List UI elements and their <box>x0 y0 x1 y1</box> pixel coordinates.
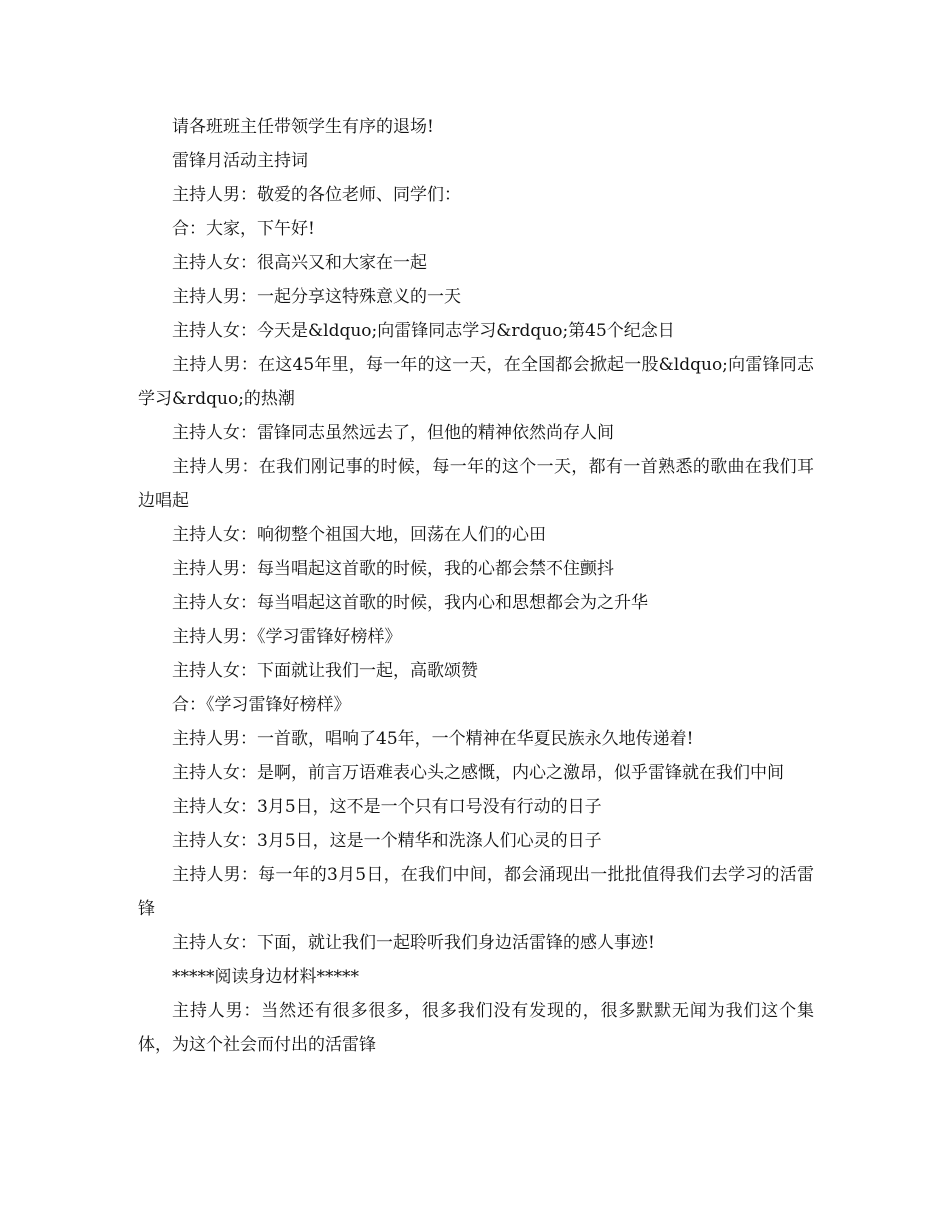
paragraph-21: 主持人男：每一年的3月5日，在我们中间，都会涌现出一批批值得我们去学习的活雷锋 <box>138 865 814 919</box>
paragraph-20: 主持人女：3月5日，这是一个精华和洗涤人们心灵的日子 <box>172 831 602 851</box>
paragraph-10: 主持人男：在我们刚记事的时候，每一年的这个一天，都有一首熟悉的歌曲在我们耳边唱起 <box>138 457 814 511</box>
paragraph-9: 主持人女：雷锋同志虽然远去了，但他的精神依然尚存人间 <box>172 423 614 443</box>
paragraph-1: 请各班班主任带领学生有序的退场! <box>172 117 434 137</box>
paragraph-17: 主持人男：一首歌，唱响了45年，一个精神在华夏民族永久地传递着! <box>172 729 694 749</box>
paragraph-7: 主持人女：今天是&ldquo;向雷锋同志学习&rdquo;第45个纪念日 <box>172 321 675 341</box>
paragraph-4: 合：大家，下午好! <box>172 219 315 239</box>
paragraph-23: *****阅读身边材料***** <box>172 967 359 987</box>
paragraph-15: 主持人女：下面就让我们一起，高歌颂赞 <box>172 661 478 681</box>
paragraph-2: 雷锋月活动主持词 <box>172 151 308 171</box>
paragraph-13: 主持人女：每当唱起这首歌的时候，我内心和思想都会为之升华 <box>172 593 648 613</box>
paragraph-24: 主持人男：当然还有很多很多，很多我们没有发现的，很多默默无闻为我们这个集体，为这个社会而付出的活雷锋 <box>138 1001 814 1055</box>
document-body <box>138 110 814 1062</box>
paragraph-5: 主持人女：很高兴又和大家在一起 <box>172 253 427 273</box>
paragraph-8: 主持人男：在这45年里，每一年的这一天，在全国都会掀起一股&ldquo;向雷锋同志学习&rdquo;的热潮 <box>138 355 814 409</box>
paragraph-3: 主持人男：敬爱的各位老师、同学们： <box>172 185 461 205</box>
paragraph-16: 合：《学习雷锋好榜样》 <box>172 695 351 715</box>
paragraph-19: 主持人女：3月5日，这不是一个只有口号没有行动的日子 <box>172 797 602 817</box>
paragraph-12: 主持人男：每当唱起这首歌的时候，我的心都会禁不住颤抖 <box>172 559 614 579</box>
paragraph-6: 主持人男：一起分享这特殊意义的一天 <box>172 287 461 307</box>
paragraph-14: 主持人男：《学习雷锋好榜样》 <box>172 627 402 647</box>
paragraph-22: 主持人女：下面，就让我们一起聆听我们身边活雷锋的感人事迹! <box>172 933 655 953</box>
paragraph-18: 主持人女：是啊，前言万语难表心头之感慨，内心之激昂，似乎雷锋就在我们中间 <box>172 763 784 783</box>
paragraph-11: 主持人女：响彻整个祖国大地，回荡在人们的心田 <box>172 525 546 545</box>
